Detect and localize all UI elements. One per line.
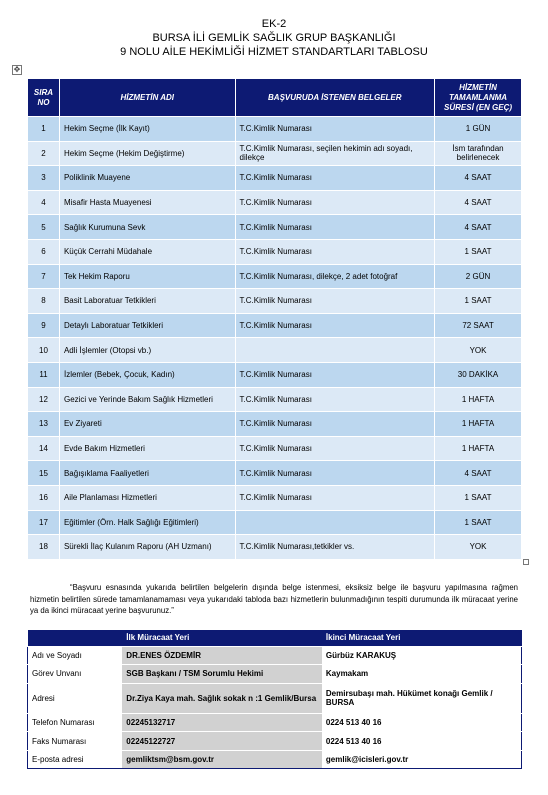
table-resize-handle[interactable] <box>523 559 529 565</box>
completion-time: 1 GÜN <box>435 117 522 142</box>
contact-header-label <box>28 630 123 646</box>
required-documents: T.C.Kimlik Numarası <box>235 485 435 510</box>
completion-time: 1 HAFTA <box>435 436 522 461</box>
complaint-note: “Başvuru esnasında yukarıda belirtilen belgelerin dışında belge istenmesi, eksiksiz belge ile başvuru yapılmasına rağmen hizmetin belirtilen sürede tamamlanamaması veya yukarıdaki tabloda bazı hizmetlerin bulunmadığının tespiti durumunda ilk müracaat yerine ya da ikinci müracaat yerine başvurunuz.” <box>30 583 518 615</box>
service-name: Tek Hekim Raporu <box>59 264 235 289</box>
table-row <box>28 362 522 387</box>
first-office-value: DR.ENES ÖZDEMİR <box>122 646 322 665</box>
contact-row <box>28 646 522 665</box>
second-office-value: Kaymakam <box>322 665 522 684</box>
second-office-value: 0224 513 40 16 <box>322 732 522 751</box>
completion-time: 1 HAFTA <box>435 387 522 412</box>
table-row <box>28 387 522 412</box>
table-row <box>28 264 522 289</box>
required-documents: T.C.Kimlik Numarası <box>235 166 435 191</box>
completion-time: YOK <box>435 535 522 560</box>
contact-row <box>28 665 522 684</box>
service-name: Gezici ve Yerinde Bakım Sağlık Hizmetleri <box>59 387 235 412</box>
required-documents: T.C.Kimlik Numarası <box>235 461 435 486</box>
service-name: Sağlık Kurumuna Sevk <box>59 215 235 240</box>
document-header <box>0 17 548 59</box>
first-office-value: Dr.Ziya Kaya mah. Sağlık sokak n :1 Gemlik/Bursa <box>122 683 322 713</box>
completion-time: 4 SAAT <box>435 215 522 240</box>
table-row <box>28 535 522 560</box>
service-standards-table <box>27 78 522 560</box>
first-office-value: SGB Başkanı / TSM Sorumlu Hekimi <box>122 665 322 684</box>
service-name: Aile Planlaması Hizmetleri <box>59 485 235 510</box>
row-number: 9 <box>28 313 60 338</box>
contact-label: Adı ve Soyadı <box>28 646 123 665</box>
service-name: Basit Laboratuar Tetkikleri <box>59 289 235 314</box>
row-number: 3 <box>28 166 60 191</box>
completion-time: 4 SAAT <box>435 461 522 486</box>
contact-table <box>27 630 522 769</box>
contact-row <box>28 683 522 713</box>
row-number: 6 <box>28 239 60 264</box>
row-number: 13 <box>28 412 60 437</box>
service-name: Detaylı Laboratuar Tetkikleri <box>59 313 235 338</box>
table-move-handle-icon[interactable]: ✥ <box>13 65 21 74</box>
service-name: Hekim Seçme (Hekim Değiştirme) <box>59 141 235 166</box>
completion-time: 1 SAAT <box>435 510 522 535</box>
table-row <box>28 338 522 363</box>
second-office-value: Gürbüz KARAKUŞ <box>322 646 522 665</box>
table-row <box>28 117 522 142</box>
document-title: 9 NOLU AİLE HEKİMLİĞİ HİZMET STANDARTLARI TABLOSU <box>120 46 428 58</box>
contact-label: Görev Unvanı <box>28 665 123 684</box>
table-row <box>28 215 522 240</box>
service-name: Ev Ziyareti <box>59 412 235 437</box>
service-name: Evde Bakım Hizmetleri <box>59 436 235 461</box>
completion-time: YOK <box>435 338 522 363</box>
required-documents: T.C.Kimlik Numarası <box>235 239 435 264</box>
table-row <box>28 239 522 264</box>
completion-time: 4 SAAT <box>435 166 522 191</box>
contact-label: Telefon Numarası <box>28 713 123 732</box>
row-number: 8 <box>28 289 60 314</box>
table-row <box>28 461 522 486</box>
service-name: Hekim Seçme (İlk Kayıt) <box>59 117 235 142</box>
completion-time: 1 SAAT <box>435 289 522 314</box>
contact-row <box>28 713 522 732</box>
completion-time: 1 HAFTA <box>435 412 522 437</box>
table-row <box>28 436 522 461</box>
required-documents: T.C.Kimlik Numarası <box>235 215 435 240</box>
second-office-value: Demirsubaşı mah. Hükümet konağı Gemlik / BURSA <box>322 683 522 713</box>
row-number: 15 <box>28 461 60 486</box>
header-sira-no: SIRA NO <box>28 79 60 117</box>
table-body <box>28 117 522 560</box>
table-row <box>28 289 522 314</box>
table-row <box>28 485 522 510</box>
table-row <box>28 190 522 215</box>
table-row <box>28 166 522 191</box>
row-number: 11 <box>28 362 60 387</box>
first-office-value: 02245122727 <box>122 732 322 751</box>
completion-time: 30 DAKİKA <box>435 362 522 387</box>
service-name: Bağışıklama Faaliyetleri <box>59 461 235 486</box>
completion-time: 72 SAAT <box>435 313 522 338</box>
header-belgeler: BAŞVURUDA İSTENEN BELGELER <box>235 79 435 117</box>
required-documents: T.C.Kimlik Numarası,tetkikler vs. <box>235 535 435 560</box>
contact-body <box>28 646 522 769</box>
required-documents: T.C.Kimlik Numarası <box>235 289 435 314</box>
row-number: 16 <box>28 485 60 510</box>
contact-row <box>28 750 522 769</box>
required-documents: T.C.Kimlik Numarası <box>235 387 435 412</box>
completion-time: 1 SAAT <box>435 239 522 264</box>
row-number: 2 <box>28 141 60 166</box>
header-hizmetin-adi: HİZMETİN ADI <box>59 79 235 117</box>
row-number: 1 <box>28 117 60 142</box>
required-documents: T.C.Kimlik Numarası <box>235 117 435 142</box>
service-name: İzlemler (Bebek, Çocuk, Kadın) <box>59 362 235 387</box>
second-office-value: 0224 513 40 16 <box>322 713 522 732</box>
required-documents: T.C.Kimlik Numarası, seçilen hekimin adı soyadı, dilekçe <box>235 141 435 166</box>
required-documents: T.C.Kimlik Numarası <box>235 362 435 387</box>
row-number: 12 <box>28 387 60 412</box>
row-number: 17 <box>28 510 60 535</box>
service-name: Poliklinik Muayene <box>59 166 235 191</box>
completion-time: İsm tarafından belirlenecek <box>435 141 522 166</box>
required-documents: T.C.Kimlik Numarası, dilekçe, 2 adet fotoğraf <box>235 264 435 289</box>
row-number: 14 <box>28 436 60 461</box>
table-row <box>28 412 522 437</box>
completion-time: 4 SAAT <box>435 190 522 215</box>
required-documents: T.C.Kimlik Numarası <box>235 412 435 437</box>
contact-label: E-posta adresi <box>28 750 123 769</box>
completion-time: 2 GÜN <box>435 264 522 289</box>
row-number: 4 <box>28 190 60 215</box>
service-name: Küçük Cerrahi Müdahale <box>59 239 235 264</box>
first-office-value: 02245132717 <box>122 713 322 732</box>
service-name: Misafir Hasta Muayenesi <box>59 190 235 215</box>
second-office-value: gemlik@icisleri.gov.tr <box>322 750 522 769</box>
contact-label: Faks Numarası <box>28 732 123 751</box>
table-row <box>28 510 522 535</box>
first-office-value: gemliktsm@bsm.gov.tr <box>122 750 322 769</box>
contact-header-second: İkinci Müracaat Yeri <box>322 630 522 646</box>
required-documents: T.C.Kimlik Numarası <box>235 436 435 461</box>
service-name: Sürekli İlaç Kulanım Raporu (AH Uzmanı) <box>59 535 235 560</box>
service-name: Adli İşlemler (Otopsi vb.) <box>59 338 235 363</box>
row-number: 10 <box>28 338 60 363</box>
annex-label: EK-2 <box>261 18 287 30</box>
row-number: 18 <box>28 535 60 560</box>
required-documents <box>235 510 435 535</box>
contact-header-first: İlk Müracaat Yeri <box>122 630 322 646</box>
row-number: 5 <box>28 215 60 240</box>
table-row <box>28 313 522 338</box>
contact-row <box>28 732 522 751</box>
row-number: 7 <box>28 264 60 289</box>
institution-title: BURSA İLİ GEMLİK SAĞLIK GRUP BAŞKANLIĞI <box>152 32 396 44</box>
service-name: Eğitimler (Örn. Halk Sağlığı Eğitimleri) <box>59 510 235 535</box>
contact-label: Adresi <box>28 683 123 713</box>
required-documents <box>235 338 435 363</box>
contact-header-row <box>28 630 522 646</box>
header-sure: HİZMETİN TAMAMLANMA SÜRESİ (EN GEÇ) <box>435 79 522 117</box>
required-documents: T.C.Kimlik Numarası <box>235 190 435 215</box>
table-header-row <box>28 79 522 117</box>
required-documents: T.C.Kimlik Numarası <box>235 313 435 338</box>
table-row <box>28 141 522 166</box>
completion-time: 1 SAAT <box>435 485 522 510</box>
